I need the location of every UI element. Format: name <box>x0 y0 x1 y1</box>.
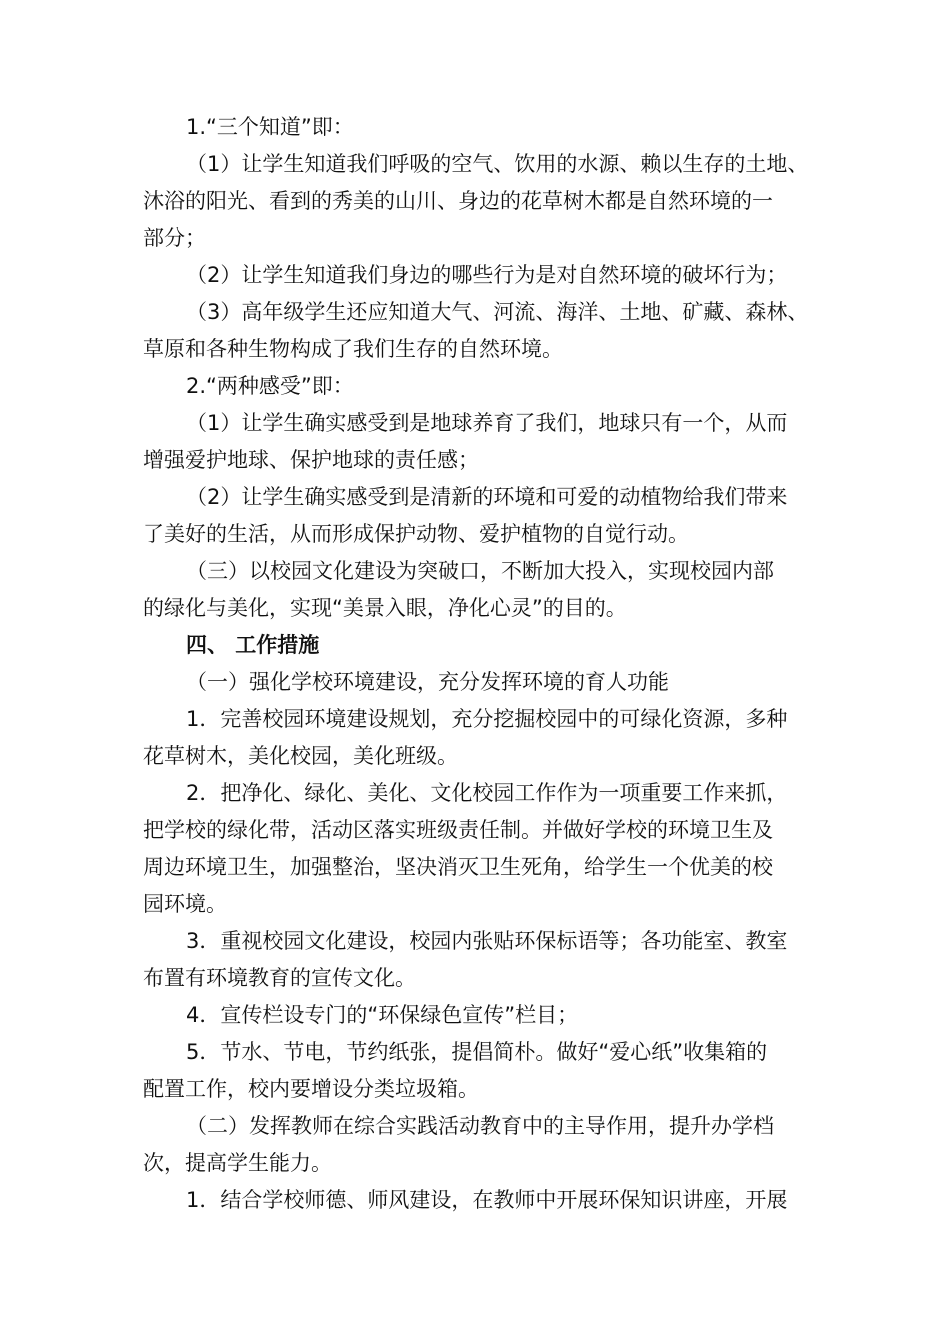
paragraph-line: （3）高年级学生还应知道大气、河流、海洋、土地、矿藏、森林、 <box>186 300 809 324</box>
paragraph-line: 了美好的生活，从而形成保护动物、爱护植物的自觉行动。 <box>143 522 689 546</box>
paragraph-line: （三）以校园文化建设为突破口，不断加大投入，实现校园内部 <box>186 559 774 583</box>
paragraph-line: （1）让学生确实感受到是地球养育了我们，地球只有一个，从而 <box>186 411 788 435</box>
paragraph-line: 的绿化与美化，实现“美景入眼，净化心灵”的目的。 <box>143 596 627 620</box>
three-knows-heading: 1.“三个知道”即： <box>186 115 354 139</box>
paragraph-line: （2）让学生确实感受到是清新的环境和可爱的动植物给我们带来 <box>186 485 788 509</box>
subsection-heading: （二）发挥教师在综合实践活动教育中的主导作用，提升办学档 <box>186 1114 774 1138</box>
paragraph-line: 园环境。 <box>143 892 227 916</box>
paragraph-line: 2．把净化、绿化、美化、文化校园工作作为一项重要工作来抓， <box>186 781 788 805</box>
paragraph-line: （1）让学生知道我们呼吸的空气、饮用的水源、赖以生存的土地、 <box>186 152 809 176</box>
section-heading-work-measures: 四、 工作措施 <box>186 633 320 657</box>
paragraph-line: 沐浴的阳光、看到的秀美的山川、身边的花草树木都是自然环境的一 <box>143 189 773 213</box>
paragraph-line: 3．重视校园文化建设，校园内张贴环保标语等；各功能室、教室 <box>186 929 788 953</box>
paragraph-line: 1．完善校园环境建设规划，充分挖掘校园中的可绿化资源，多种 <box>186 707 788 731</box>
paragraph-line: 5．节水、节电，节约纸张，提倡简朴。做好“爱心纸”收集箱的 <box>186 1040 768 1064</box>
paragraph-line: 部分； <box>143 226 206 250</box>
paragraph-line: 次，提高学生能力。 <box>143 1151 332 1175</box>
paragraph-line: 把学校的绿化带，活动区落实班级责任制。并做好学校的环境卫生及 <box>143 818 773 842</box>
paragraph-line: （2）让学生知道我们身边的哪些行为是对自然环境的破坏行为； <box>186 263 788 287</box>
two-feelings-heading: 2.“两种感受”即： <box>186 374 354 398</box>
paragraph-line: 草原和各种生物构成了我们生存的自然环境。 <box>143 337 563 361</box>
paragraph-line: 花草树木，美化校园，美化班级。 <box>143 744 458 768</box>
paragraph-line: 4．宣传栏设专门的“环保绿色宣传”栏目； <box>186 1003 579 1027</box>
subsection-heading: （一）强化学校环境建设，充分发挥环境的育人功能 <box>186 670 669 694</box>
paragraph-line: 配置工作，校内要增设分类垃圾箱。 <box>143 1077 479 1101</box>
paragraph-line: 周边环境卫生，加强整治，坚决消灭卫生死角，给学生一个优美的校 <box>143 855 773 879</box>
paragraph-line: 增强爱护地球、保护地球的责任感； <box>143 448 479 472</box>
paragraph-line: 布置有环境教育的宣传文化。 <box>143 966 416 990</box>
paragraph-line: 1．结合学校师德、师风建设，在教师中开展环保知识讲座，开展 <box>186 1188 788 1212</box>
